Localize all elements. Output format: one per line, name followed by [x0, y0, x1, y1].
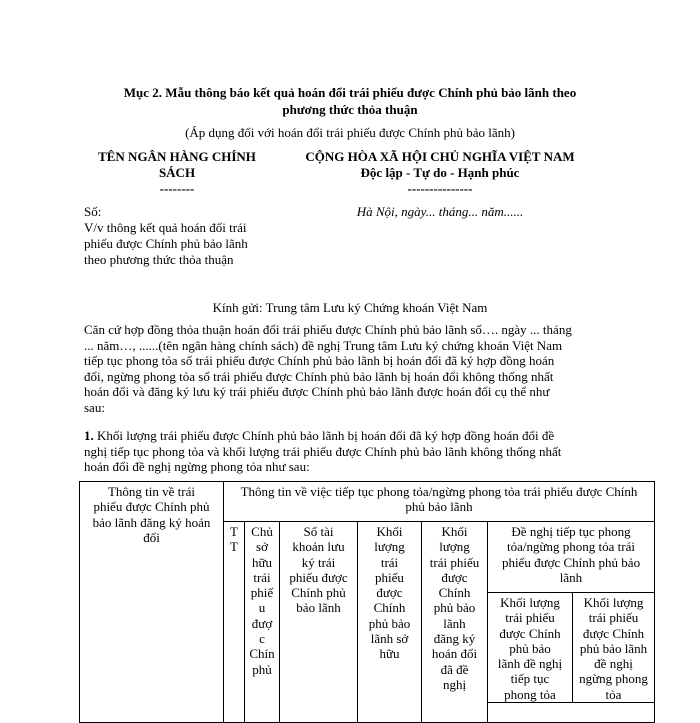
cell-line: trái phiếu [429, 554, 480, 570]
table-header-row [80, 482, 655, 522]
cell-line: c [259, 631, 265, 647]
body-line: tiếp tục phong tỏa số trái phiếu được Chính phủ bảo lãnh bị hoán đổi đã ký hợp đồng hoán [84, 353, 555, 368]
cell-line: tiếp tục [510, 671, 550, 687]
cell-line: phong tỏa [504, 686, 556, 702]
cell-line: phủ [252, 661, 272, 677]
cell-line: đượ [251, 615, 273, 631]
body-line: Căn cứ hợp đồng thỏa thuận hoán đổi trái phiếu được Chính phủ bảo lãnh số…. ngày ... tháng [84, 322, 572, 337]
cell-line: đã đề [440, 661, 469, 677]
cell-line: nghị [442, 676, 467, 692]
body-line: hoán đổi và đăng ký lưu ký trái phiếu được Chính phủ bảo lãnh được hoán đổi cụ thể như [84, 384, 550, 399]
cell-line: trái [380, 554, 399, 570]
cell-line: trái phiếu [505, 610, 555, 626]
col-proposal-header [488, 522, 655, 593]
cell-line: bảo lãnh [296, 600, 341, 616]
body-line: đổi, ngừng phong tỏa số trái phiếu được Chính phủ bảo lãnh bị hoán đổi không thống nhất [84, 368, 554, 384]
col-tt [224, 522, 245, 723]
national-title: CỘNG HÒA XÃ HỘI CHỦ NGHĨA VIỆT NAM [305, 149, 575, 164]
cell-line: Khối [376, 524, 403, 539]
cell-line: phiế [250, 585, 274, 601]
cell-line: đổi [143, 529, 160, 545]
cell-line: T [230, 539, 238, 555]
volume-table [79, 481, 655, 723]
body-paragraph [84, 322, 624, 415]
cell-line: Khối [441, 524, 468, 539]
bank-name-header [84, 149, 270, 197]
subject-line-2: phiếu được Chính phủ bảo lãnh [84, 236, 248, 251]
cell-line: đăng ký [433, 631, 476, 647]
cell-line: tỏa/ngừng phong tỏa trái [507, 539, 635, 555]
cell-line: ký trái [301, 554, 336, 570]
cell-line: Số tài [303, 524, 334, 539]
cell-line: trái phiếu [588, 610, 639, 626]
col-volume-registered [422, 522, 488, 723]
section-1-number: 1. [84, 428, 94, 443]
cell-line: Đề nghị tiếp tục phong [511, 524, 631, 539]
cell-line: Chủ [251, 524, 273, 539]
body-line: ... năm…, ......(tên ngân hàng chính sách) đề nghị Trung tâm Lưu ký chứng khoán Việt Nam [84, 337, 563, 353]
cell-line: Khối lượng [583, 595, 644, 610]
col-account [280, 522, 358, 723]
cell-line: lãnh [559, 569, 583, 585]
cell-line: được [441, 569, 468, 585]
cell-line: Chính phủ [291, 585, 346, 601]
cell-line: ngừng phong [579, 671, 648, 687]
cell-line: sở [256, 539, 268, 555]
section-1 [84, 428, 629, 475]
cell-line: T [230, 524, 238, 539]
cell-empty [488, 703, 655, 723]
cell-line: được Chính [499, 625, 561, 641]
cell-line: hữu [251, 554, 273, 570]
cell-line: trái [253, 569, 271, 585]
recipient: Kính gửi: Trung tâm Lưu ký Chứng khoán Việt Nam [212, 300, 488, 315]
cell-line: lượng [374, 539, 405, 555]
cell-line: phủ bảo [368, 615, 411, 631]
title-line-1: Mục 2. Mẫu thông báo kết quả hoán đổi trái phiếu được Chính phủ bảo lãnh theo [123, 85, 577, 100]
section-1-text: Khối lượng trái phiếu được Chính phủ bảo lãnh bị hoán đổi đã ký hợp đồng hoán đổi đề [97, 428, 555, 443]
title-line-2: phương thức thỏa thuận [282, 102, 418, 117]
cell-line: Chín [249, 646, 275, 662]
document-number: Số: [84, 204, 102, 219]
cell-line: được Chính [582, 625, 645, 641]
section-1-line-2: nghị tiếp tục phong tỏa và khối lượng trái phiếu được Chính phủ bảo lãnh không thống nhất [84, 443, 562, 459]
col-owner [245, 522, 280, 723]
page-title [60, 84, 640, 118]
bank-name-line-2: SÁCH [158, 165, 196, 180]
cell-line: phiếu [375, 569, 404, 585]
national-motto: Độc lập - Tự do - Hạnh phúc [360, 165, 520, 180]
cell-line: lượng [439, 539, 470, 555]
section-1-line-1 [84, 428, 629, 444]
col-continue-blockade [488, 593, 573, 703]
cell-line: hoán đổi [431, 646, 478, 662]
subject-line-3: theo phương thức thỏa thuận [84, 252, 234, 267]
col-stop-blockade [573, 593, 655, 703]
bank-name-line-1: TÊN NGÂN HÀNG CHÍNH [98, 149, 256, 164]
cell-line: u [258, 600, 266, 616]
cell-line: phủ bảo lãnh [405, 499, 473, 515]
cell-line: bảo lãnh đăng ký hoán [92, 514, 211, 530]
cell-line: phủ bảo [509, 640, 551, 656]
subject-line-1: V/v thông kết quả hoán đổi trái [84, 220, 247, 235]
cell-line: phiếu được Chính phủ bảo [501, 554, 641, 570]
col-group-header [224, 482, 655, 522]
cell-line: đề nghị [594, 656, 633, 672]
cell-line: phiếu được [289, 569, 348, 585]
bank-name-divider: -------- [159, 181, 195, 196]
place-date: Hà Nội, ngày... tháng... năm...... [356, 204, 524, 219]
cell-line: tỏa [605, 686, 622, 702]
section-1-line-3: hoán đổi đề nghị ngừng phong tỏa như sau: [84, 459, 310, 474]
cell-line: Thông tin về việc tiếp tục phong tỏa/ngừng phong tỏa trái phiếu được Chính [240, 484, 638, 499]
body-line: sau: [84, 399, 105, 415]
national-divider: --------------- [407, 181, 473, 196]
cell-line: được [376, 585, 403, 601]
cell-line: lãnh [443, 615, 466, 631]
cell-line: lãnh đề nghị [497, 656, 563, 672]
subtitle: (Áp dụng đối với hoán đổi trái phiếu được Chính phủ bảo lãnh) [185, 125, 515, 140]
cell-line: lãnh sở [370, 631, 409, 647]
cell-line: Thông tin về trái [107, 484, 195, 499]
col-bond-info [80, 482, 224, 723]
col-volume-owned [358, 522, 422, 723]
cell-line: phủ bảo [433, 600, 476, 616]
reference-block [84, 204, 284, 268]
cell-line: Chính [438, 585, 471, 601]
cell-line: Khối lượng [500, 595, 560, 610]
cell-line: Chính [373, 600, 406, 616]
cell-line: khoản lưu [292, 539, 345, 555]
national-header [280, 149, 600, 197]
cell-line: phủ bảo lãnh [579, 640, 648, 656]
cell-line: hữu [379, 646, 400, 662]
cell-line: phiếu được Chính phủ [93, 499, 210, 515]
